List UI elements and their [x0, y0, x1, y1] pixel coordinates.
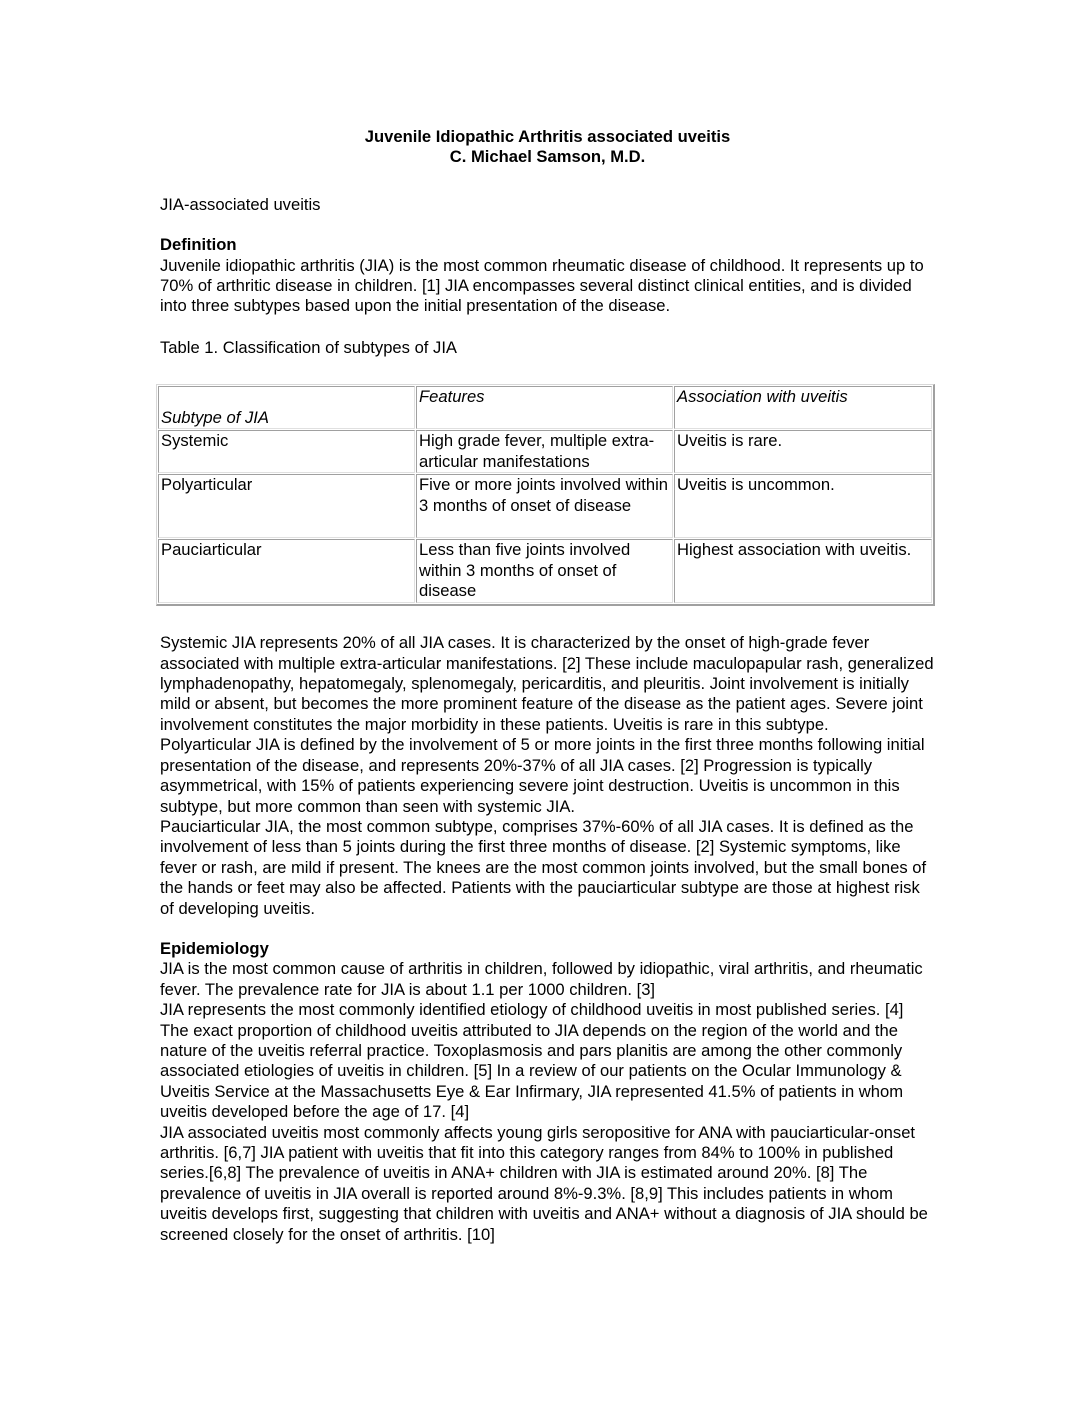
polyarticular-paragraph: Polyarticular JIA is defined by the involvement of 5 or more joints in the first three months following initial presentation of the disease, and represents 20%-37% of all JIA cases. [2] Progression is typically asymmetrical, with 15% of patients experiencing severe joint destruction. Uveitis is uncommon in this subtype, but more common than seen with systemic JIA. [160, 735, 925, 816]
table-header-cell: Subtype of JIA [158, 386, 415, 429]
table-cell: Polyarticular [158, 474, 415, 538]
epidemiology-paragraph: JIA represents the most commonly identified etiology of childhood uveitis in most published series. [4] The exact proportion of childhood uveitis attributed to JIA depends on the region of the world and the nature of the uveitis referral practice. Toxoplasmosis and pars planitis are among the other commonly associated etiologies of uveitis in children. [5] In a review of our patients on the Ocular Immunology & Uveitis Service at the Massachusetts Eye & Ear Infirmary, JIA represented 41.5% of patients in whom uveitis developed before the age of 17. [4] [160, 1000, 904, 1122]
table-caption: Table 1. Classification of subtypes of JIA [160, 337, 457, 357]
table-row [158, 430, 932, 473]
table-cell: Uveitis is uncommon. [674, 474, 932, 538]
table-row [158, 539, 932, 603]
systemic-paragraph: Systemic JIA represents 20% of all JIA cases. It is characterized by the onset of high-grade fever associated with multiple extra-articular manifestations. [2] These include maculopapular rash, generalized lymphadenopathy, hepatomegaly, splenomegaly, pericarditis, and pleuritis. Joint involvement is initially mild or absent, but becomes the more prominent feature of the disease as the patient ages. Severe joint involvement constitutes the major morbidity in these patients. Uveitis is rare in this subtype. [160, 633, 934, 734]
definition-heading: Definition [160, 235, 237, 255]
classification-table [156, 384, 935, 606]
pauciarticular-paragraph: Pauciarticular JIA, the most common subtype, comprises 37%-60% of all JIA cases. It is defined as the involvement of less than 5 joints during the first three months of disease. [2] Systemic symptoms, like fever or rash, are mild if present. The knees are the most common joints involved, but the small bones of the hands or feet may also be affected. Patients with the pauciarticular subtype are those at highest risk of developing uveitis. [160, 816, 927, 918]
table-row [158, 474, 932, 538]
epidemiology-heading: Epidemiology [160, 938, 269, 958]
document-page [160, 127, 935, 1245]
table-cell: Pauciarticular [158, 539, 415, 603]
subject-line: JIA-associated uveitis [160, 194, 321, 214]
title-line: Juvenile Idiopathic Arthritis associated uveitis [364, 127, 731, 146]
epidemiology-paragraph: JIA is the most common cause of arthritis in children, followed by idiopathic, viral arthritis, and rheumatic fever. The prevalence rate for JIA is about 1.1 per 1000 children. [3] [160, 959, 923, 999]
author-line: C. Michael Samson, M.D. [449, 147, 646, 167]
subtypes-description [160, 633, 935, 919]
table-cell: High grade fever, multiple extra-articular manifestations [416, 430, 673, 473]
table-cell: Uveitis is rare. [674, 430, 932, 473]
table-header-row [158, 386, 932, 429]
table-cell: Less than five joints involved within 3 months of onset of disease [416, 539, 673, 603]
table-header-cell: Features [416, 386, 673, 429]
table-cell: Highest association with uveitis. [674, 539, 932, 603]
table-cell: Systemic [158, 430, 415, 473]
table-header-cell: Association with uveitis [674, 386, 932, 429]
definition-text: Juvenile idiopathic arthritis (JIA) is the most common rheumatic disease of childhood. It represents up to 70% of arthritic disease in children. [1] JIA encompasses several distinct clinical entities, and is divided into three subtypes based upon the initial presentation of the disease. [160, 255, 924, 316]
table-cell: Five or more joints involved within 3 months of onset of disease [416, 474, 673, 538]
epidemiology-paragraph: JIA associated uveitis most commonly affects young girls seropositive for ANA with pauciarticular-onset arthritis. [6,7] JIA patient with uveitis that fit into this category ranges from 84% to 100% in published series.[6,8] The prevalence of uveitis in ANA+ children with JIA is estimated around 20%. [8] The prevalence of uveitis in JIA overall is reported around 8%-9.3%. [8,9] This includes patients in whom uveitis develops first, suggesting that children with uveitis and ANA+ without a diagnosis of JIA should be screened closely for the onset of arthritis. [10] [160, 1122, 928, 1244]
document-title [160, 127, 935, 168]
